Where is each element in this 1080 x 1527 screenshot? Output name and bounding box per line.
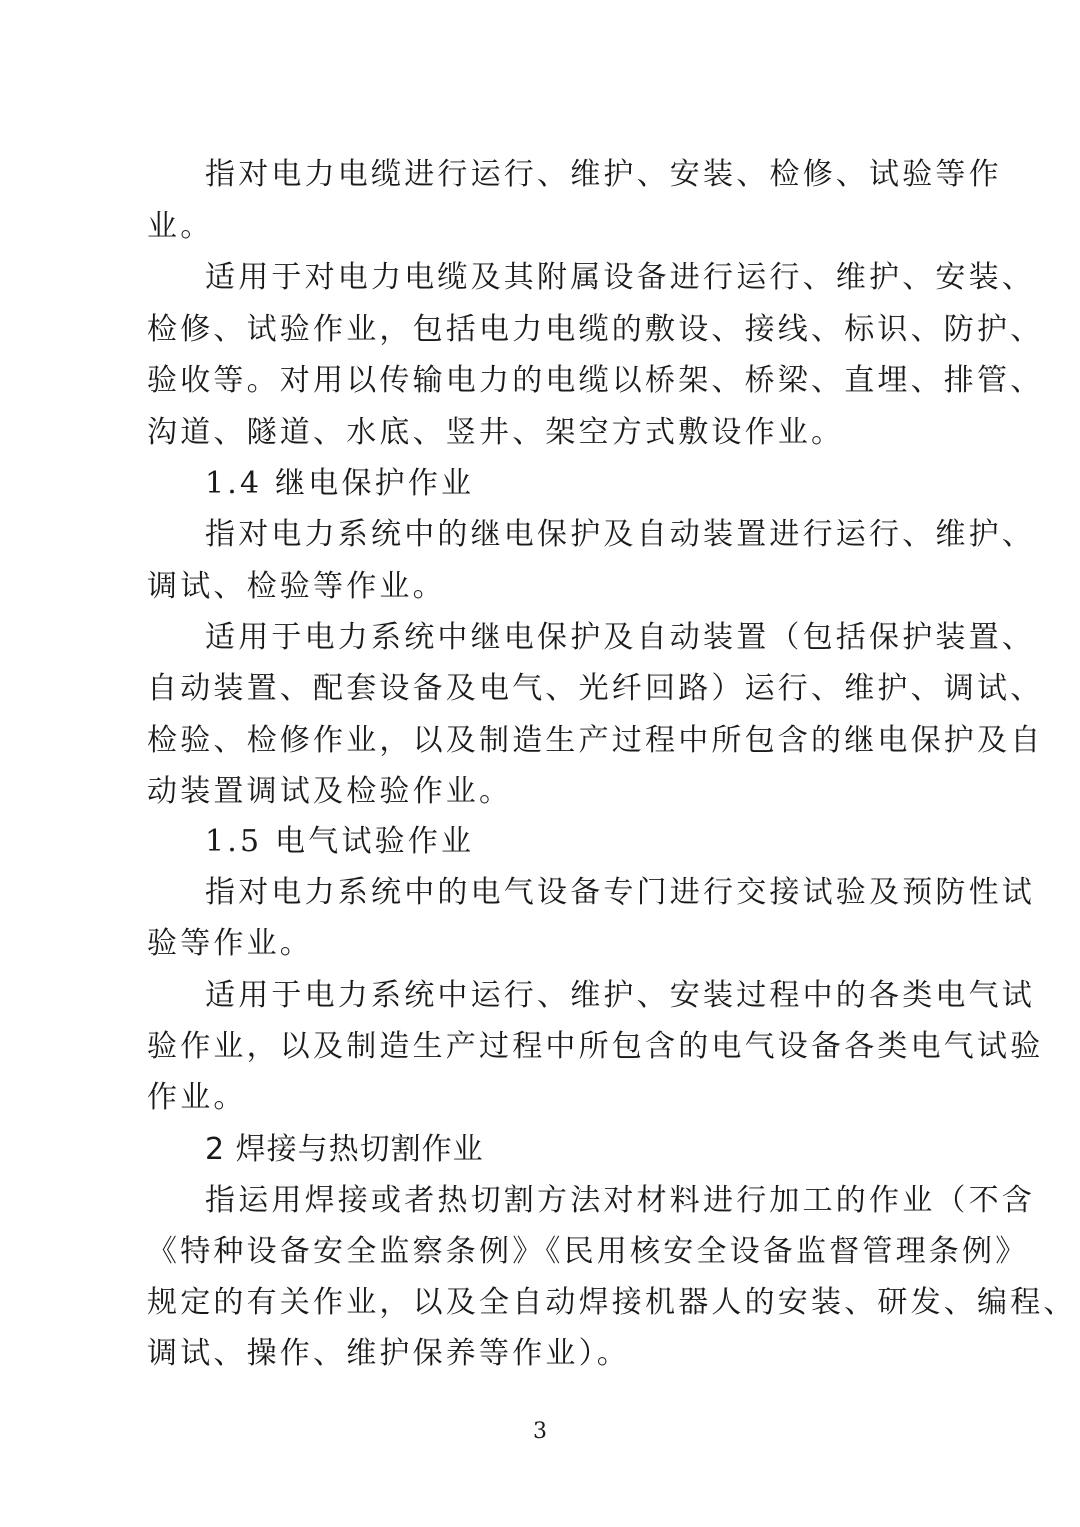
paragraph-line: 适用于电力系统中继电保护及自动装置（包括保护装置、 — [205, 620, 1035, 655]
section-heading-2: 2 焊接与热切割作业 — [205, 1132, 484, 1167]
paragraph-line: 指对电力系统中的继电保护及自动装置进行运行、维护、 — [205, 517, 1035, 552]
paragraph-line: 检验、检修作业，以及制造生产过程中所包含的继电保护及自 — [147, 723, 1044, 758]
paragraph-line: 业。 — [147, 209, 214, 244]
paragraph-line: 沟道、隧道、水底、竖井、架空方式敷设作业。 — [147, 415, 845, 450]
paragraph-line: 验等作业。 — [147, 926, 313, 961]
paragraph-line: 作业。 — [147, 1080, 247, 1115]
paragraph-line: 指对电力电缆进行运行、维护、安装、检修、试验等作 — [205, 157, 1002, 192]
section-heading-1-4: 1.4 继电保护作业 — [205, 466, 475, 501]
paragraph-line: 《特种设备安全监察条例》《民用核安全设备监督管理条例》 — [147, 1234, 1029, 1269]
paragraph-line: 验作业，以及制造生产过程中所包含的电气设备各类电气试验 — [147, 1029, 1044, 1064]
paragraph-line: 调试、检验等作业。 — [147, 569, 446, 604]
paragraph-line: 适用于电力系统中运行、维护、安装过程中的各类电气试 — [205, 978, 1035, 1013]
paragraph-line: 指运用焊接或者热切割方法对材料进行加工的作业（不含 — [205, 1183, 1035, 1218]
paragraph-line: 自动装置、配套设备及电气、光纤回路）运行、维护、调试、 — [147, 671, 1044, 706]
paragraph-line: 适用于对电力电缆及其附属设备进行运行、维护、安装、 — [205, 260, 1035, 295]
paragraph-line: 检修、试验作业，包括电力电缆的敷设、接线、标识、防护、 — [147, 312, 1044, 347]
paragraph-line: 规定的有关作业，以及全自动焊接机器人的安装、研发、编程、 — [147, 1285, 1077, 1320]
section-heading-1-5: 1.5 电气试验作业 — [205, 824, 475, 859]
page-number: 3 — [533, 1419, 547, 1444]
paragraph-line: 验收等。对用以传输电力的电缆以桥架、桥梁、直埋、排管、 — [147, 363, 1044, 398]
paragraph-line: 动装置调试及检验作业。 — [147, 774, 513, 809]
paragraph-line: 调试、操作、维护保养等作业）。 — [147, 1336, 630, 1371]
paragraph-line: 指对电力系统中的电气设备专门进行交接试验及预防性试 — [205, 875, 1035, 910]
